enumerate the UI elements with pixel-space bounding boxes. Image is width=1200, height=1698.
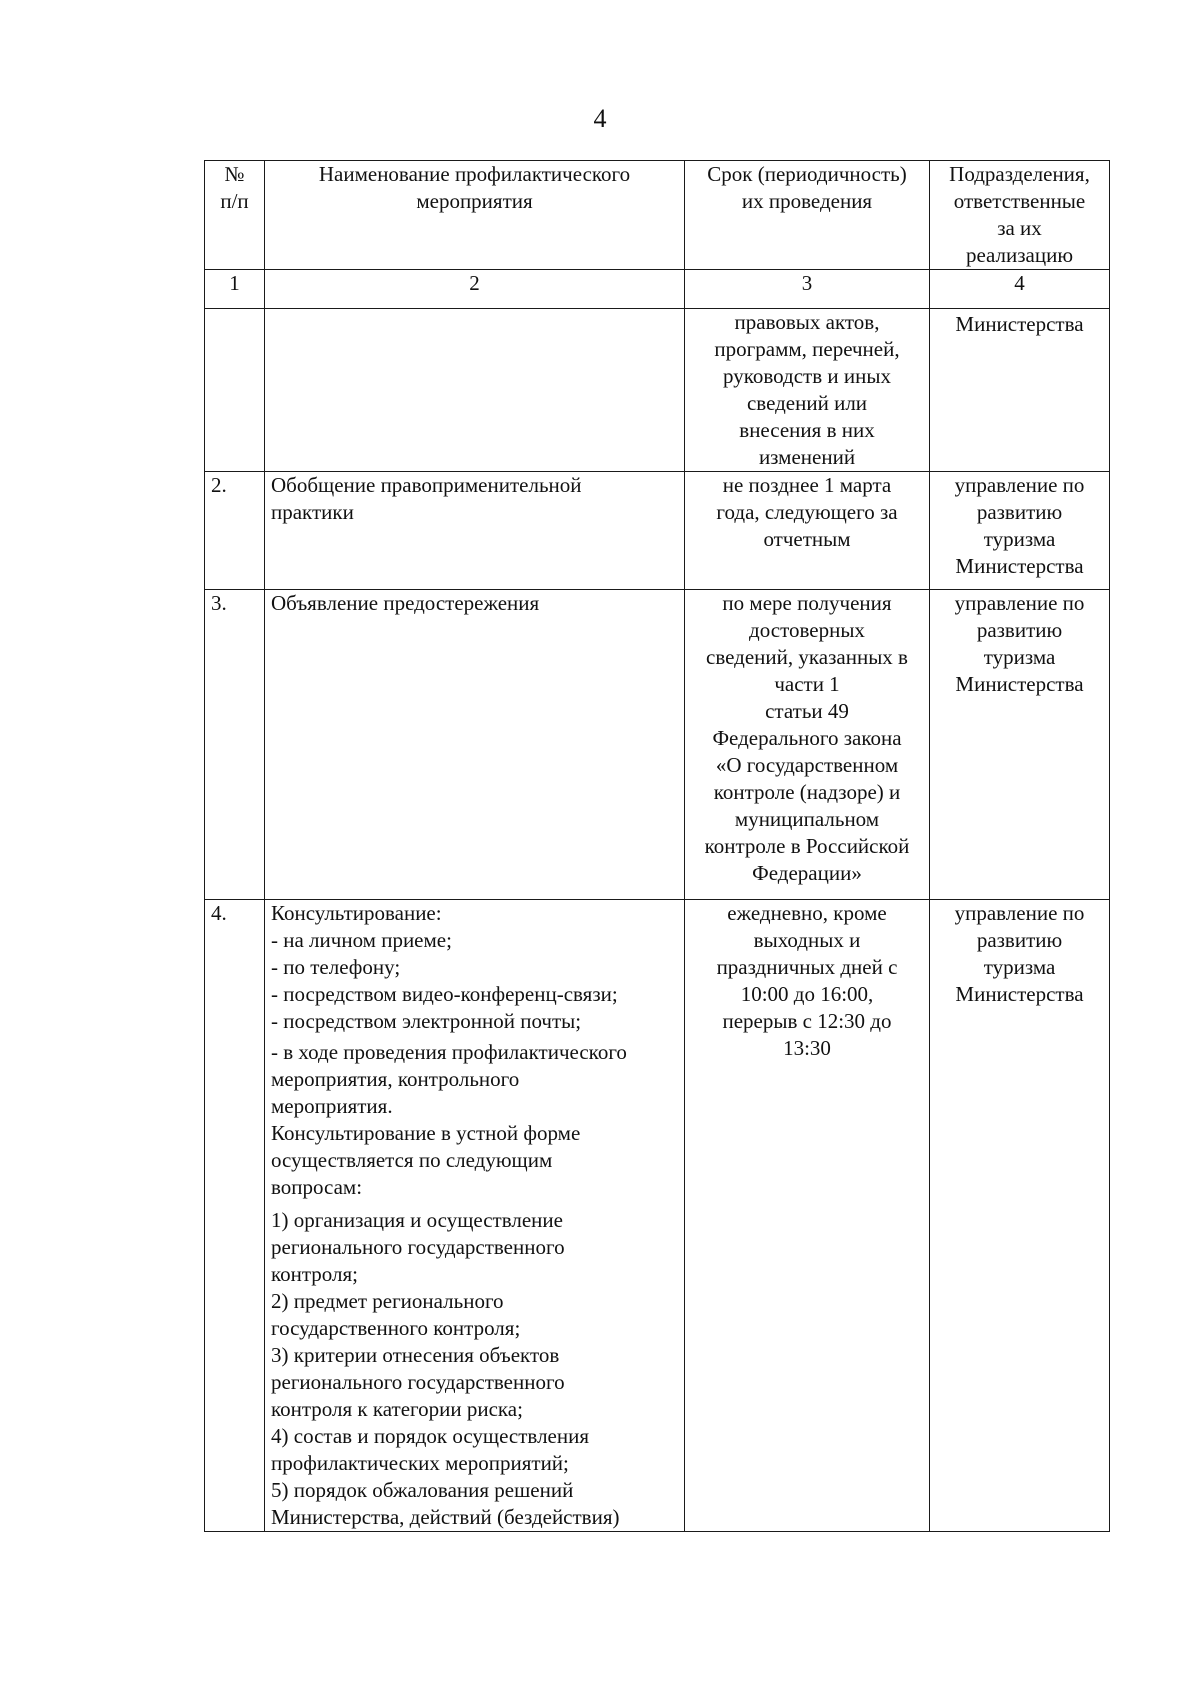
- page-number: 4: [593, 104, 607, 133]
- name-line: Объявление предостережения: [271, 591, 540, 615]
- column-index-row: [205, 270, 1110, 309]
- responsible-line: Министерства: [955, 554, 1084, 578]
- measure-term: [685, 309, 930, 472]
- row-number: [205, 309, 265, 472]
- responsible-line: туризма: [983, 645, 1056, 669]
- term-line: достоверных: [749, 618, 865, 642]
- name-line: контроля;: [271, 1262, 359, 1286]
- column-index: 2: [265, 270, 685, 309]
- term-line: муниципальном: [734, 807, 880, 831]
- header-text-line: №: [224, 162, 245, 186]
- name-line: профилактических мероприятий;: [271, 1451, 569, 1475]
- responsible-line: туризма: [983, 955, 1056, 979]
- term-line: 10:00 до 16:00,: [740, 982, 874, 1006]
- header-text-line: Подразделения,: [949, 162, 1090, 186]
- responsible-line: управление по: [954, 473, 1085, 497]
- table-row: [205, 472, 1110, 590]
- name-line: мероприятия, контрольного: [271, 1067, 520, 1091]
- table-row: [205, 309, 1110, 472]
- measure-responsible: [930, 309, 1110, 472]
- measure-term: [685, 900, 930, 1532]
- name-line: 2) предмет регионального: [271, 1289, 504, 1313]
- term-line: перерыв с 12:30 до: [722, 1009, 892, 1033]
- responsible-line: туризма: [983, 527, 1056, 551]
- term-line: 13:30: [783, 1036, 831, 1060]
- term-line: статьи 49: [765, 699, 849, 723]
- name-line: вопросам:: [271, 1175, 363, 1199]
- term-line: ежедневно, кроме: [727, 901, 887, 925]
- term-line: сведений или: [746, 391, 868, 415]
- header-text-line: их проведения: [741, 189, 873, 213]
- measure-term: [685, 590, 930, 900]
- name-line: 4) состав и порядок осуществления: [271, 1424, 590, 1448]
- measures-table: [204, 160, 1110, 1532]
- name-line: регионального государственного: [271, 1370, 565, 1394]
- term-line: сведений, указанных в: [706, 645, 908, 669]
- term-line: «О государственном: [715, 753, 899, 777]
- name-line: Министерства, действий (бездействия): [271, 1505, 620, 1529]
- name-line: 3) критерии отнесения объектов: [271, 1343, 560, 1367]
- responsible-line: управление по: [954, 901, 1085, 925]
- header-text-line: за их: [997, 216, 1042, 240]
- responsible-line: развитию: [976, 928, 1063, 952]
- term-line: программ, перечней,: [714, 337, 900, 361]
- row-number: 3.: [205, 590, 265, 900]
- term-line: изменений: [758, 445, 856, 469]
- header-number: [205, 161, 265, 270]
- table-header-row: [205, 161, 1110, 270]
- responsible-line: управление по: [954, 591, 1085, 615]
- term-line: правовых актов,: [734, 310, 880, 334]
- name-line: Обобщение правоприменительной: [271, 473, 582, 497]
- name-line: - по телефону;: [271, 955, 401, 979]
- header-text-line: реализацию: [965, 243, 1074, 267]
- name-line: - посредством электронной почты;: [271, 1009, 582, 1033]
- measure-name: [265, 309, 685, 472]
- term-line: года, следующего за: [716, 500, 898, 524]
- term-line: выходных и: [753, 928, 861, 952]
- responsible-line: развитию: [976, 618, 1063, 642]
- term-line: внесения в них: [739, 418, 875, 442]
- term-line: Федерального закона: [712, 726, 902, 750]
- header-text-line: п/п: [220, 189, 249, 213]
- name-line: контроля к категории риска;: [271, 1397, 523, 1421]
- term-line: праздничных дней с: [716, 955, 898, 979]
- column-index: 1: [205, 270, 265, 309]
- name-line: Консультирование:: [271, 901, 442, 925]
- responsible-line: Министерства: [955, 312, 1084, 336]
- term-line: отчетным: [763, 527, 851, 551]
- term-line: Федерации»: [752, 861, 862, 885]
- header-text-line: мероприятия: [416, 189, 533, 213]
- table-row: [205, 590, 1110, 900]
- term-line: части 1: [774, 672, 840, 696]
- name-line: - посредством видео-конференц-связи;: [271, 982, 618, 1006]
- name-line: регионального государственного: [271, 1235, 565, 1259]
- header-text-line: Наименование профилактического: [318, 162, 631, 186]
- name-line: практики: [271, 500, 354, 524]
- measure-responsible: [930, 472, 1110, 590]
- name-line: 5) порядок обжалования решений: [271, 1478, 574, 1502]
- term-line: не позднее 1 марта: [722, 473, 892, 497]
- measure-responsible: [930, 900, 1110, 1532]
- name-line: государственного контроля;: [271, 1316, 521, 1340]
- row-number: 4.: [205, 900, 265, 1532]
- header-responsible: [930, 161, 1110, 270]
- name-line: осуществляется по следующим: [271, 1148, 553, 1172]
- header-text-line: ответственные: [953, 189, 1086, 213]
- header-measure-name: [265, 161, 685, 270]
- column-index: 3: [685, 270, 930, 309]
- term-line: контроле в Российской: [704, 834, 910, 858]
- responsible-line: развитию: [976, 500, 1063, 524]
- header-term: [685, 161, 930, 270]
- measure-name: [265, 472, 685, 590]
- term-line: руководств и иных: [723, 364, 891, 388]
- name-line: Консультирование в устной форме: [271, 1121, 581, 1145]
- name-line: мероприятия.: [271, 1094, 393, 1118]
- responsible-line: Министерства: [955, 672, 1084, 696]
- header-text-line: Срок (периодичность): [707, 162, 907, 186]
- measure-name: [265, 900, 685, 1532]
- measure-responsible: [930, 590, 1110, 900]
- column-index: 4: [930, 270, 1110, 309]
- name-line: - в ходе проведения профилактического: [271, 1040, 627, 1064]
- table-row: [205, 900, 1110, 1532]
- responsible-line: Министерства: [955, 982, 1084, 1006]
- row-number: 2.: [205, 472, 265, 590]
- measure-name: [265, 590, 685, 900]
- term-line: контроле (надзоре) и: [713, 780, 901, 804]
- name-line: - на личном приеме;: [271, 928, 452, 952]
- name-line: 1) организация и осуществление: [271, 1208, 563, 1232]
- measure-term: [685, 472, 930, 590]
- term-line: по мере получения: [722, 591, 892, 615]
